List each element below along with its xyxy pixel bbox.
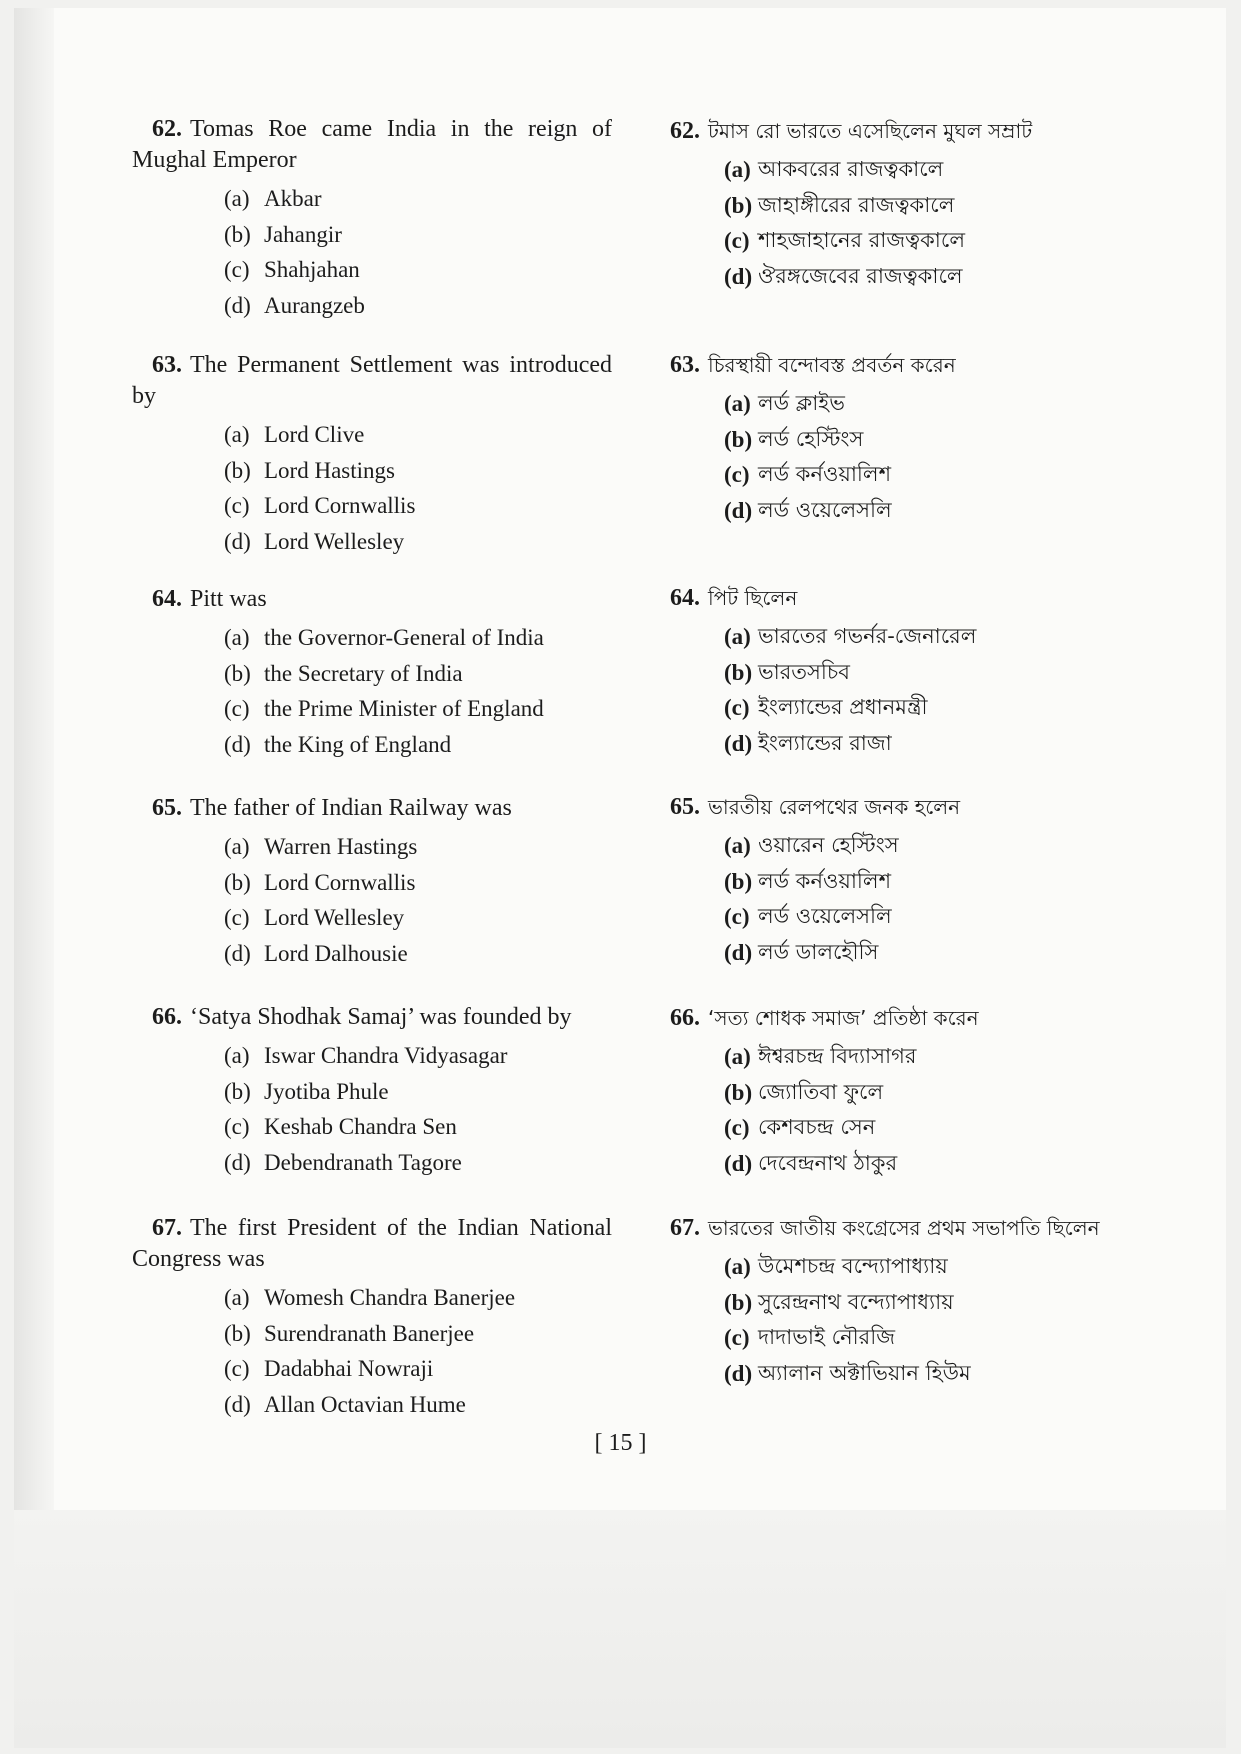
question-number: 62. [152,116,182,142]
option-b: (b) ভারতসচিব [724,659,850,685]
question-text: ভারতীয় রেলপথের জনক হলেন [708,795,961,819]
option-c: (c) Lord Cornwallis [224,493,416,518]
question-text: The father of Indian Railway was [190,795,512,821]
option-c: (c) লর্ড কর্নওয়ালিশ [724,462,892,487]
option-d: (d) Allan Octavian Hume [224,1391,466,1417]
question-65-en [152,793,612,971]
option-c: (c) লর্ড ওয়েলেসলি [724,904,892,929]
option-d: (d) লর্ড ওয়েলেসলি [724,497,892,523]
option-b: (b) Surendranath Banerjee [224,1320,475,1346]
option-a: (a) Womesh Chandra Banerjee [224,1285,516,1310]
question-67-en [132,1213,612,1422]
option-c: (c) Shahjahan [224,257,360,282]
question-number: 67. [670,1215,700,1241]
option-d: (d) ঔরঙ্গজেবের রাজত্বকালে [724,263,963,289]
option-a: (a) Lord Clive [224,422,365,447]
option-b: (b) সুরেন্দ্রনাথ বন্দ্যোপাধ্যায় [724,1289,954,1315]
option-b: (b) Jahangir [224,221,342,247]
option-d: (d) লর্ড ডালহৌসি [724,939,879,965]
option-d: (d) ইংল্যান্ডের রাজা [724,730,892,756]
question-65-bn [670,792,1120,970]
question-66-en [152,1002,612,1180]
option-b: (b) লর্ড হেস্টিংস [724,426,864,452]
option-c: (c) the Prime Minister of England [224,696,544,721]
option-c: (c) Keshab Chandra Sen [224,1114,457,1139]
question-number: 66. [670,1005,700,1031]
question-text: Pitt was [190,586,267,612]
question-text: ‘Satya Shodhak Samaj’ was founded by [190,1004,572,1030]
option-d: (d) Lord Dalhousie [224,940,408,966]
question-62-bn [670,116,1120,294]
question-number: 62. [670,118,700,144]
binding-gutter [14,8,54,1748]
option-a: (a) Iswar Chandra Vidyasagar [224,1043,508,1068]
option-d: (d) Debendranath Tagore [224,1149,462,1175]
question-64-en [152,584,612,762]
question-number: 66. [152,1004,182,1030]
question-62-en [132,114,612,323]
option-b: (b) জ্যোতিবা ফুলে [724,1079,884,1105]
option-b: (b) Lord Cornwallis [224,869,416,895]
question-text: টমাস রো ভারতে এসেছিলেন মুঘল সম্রাট [708,119,1033,143]
question-text: পিট ছিলেন [708,586,798,610]
question-64-bn [670,583,1120,761]
option-a: (a) the Governor-General of India [224,625,544,650]
question-text: ‘সত্য শোধক সমাজ’ প্রতিষ্ঠা করেন [708,1006,979,1030]
question-number: 65. [670,794,700,820]
question-67-bn [670,1213,1120,1391]
option-b: (b) লর্ড কর্নওয়ালিশ [724,868,892,894]
option-b: (b) Lord Hastings [224,457,395,483]
option-c: (c) কেশবচন্দ্র সেন [724,1115,876,1140]
question-text: The Permanent Settlement was introduced by [132,352,612,409]
question-number: 63. [152,352,182,378]
question-number: 63. [670,352,700,378]
question-text: Tomas Roe came India in the reign of Mughal Emperor [132,116,612,173]
question-number: 65. [152,795,182,821]
page-bottom-shade [14,1510,1226,1748]
option-a: (a) উমেশচন্দ্র বন্দ্যোপাধ্যায় [724,1254,948,1279]
option-a: (a) Warren Hastings [224,834,418,859]
question-number: 64. [670,585,700,611]
option-b: (b) Jyotiba Phule [224,1078,389,1104]
question-text: ভারতের জাতীয় কংগ্রেসের প্রথম সভাপতি ছিলেন [708,1216,1100,1240]
option-b: (b) the Secretary of India [224,660,463,686]
option-c: (c) Lord Wellesley [224,905,405,930]
question-number: 67. [152,1215,182,1241]
option-d: (d) অ্যালান অক্টাভিয়ান হিউম [724,1360,971,1386]
question-number: 64. [152,586,182,612]
option-c: (c) দাদাভাই নৌরজি [724,1325,895,1350]
option-d: (d) the King of England [224,731,452,757]
question-63-bn [670,350,1120,528]
option-a: (a) লর্ড ক্লাইভ [724,391,845,416]
option-a: (a) ভারতের গভর্নর-জেনারেল [724,624,977,649]
option-a: (a) আকবরের রাজত্বকালে [724,157,944,182]
option-c: (c) শাহজাহানের রাজত্বকালে [724,228,965,253]
question-63-en [132,350,612,559]
page-number: [ 15 ] [594,1430,647,1456]
option-d: (d) Aurangzeb [224,292,365,318]
option-d: (d) দেবেন্দ্রনাথ ঠাকুর [724,1150,898,1176]
option-a: (a) ওয়ারেন হেস্টিংস [724,833,899,858]
question-text: The first President of the Indian National Congress was [132,1215,612,1272]
option-a: (a) Akbar [224,186,322,211]
option-c: (c) ইংল্যান্ডের প্রধানমন্ত্রী [724,695,928,720]
question-66-bn [670,1003,1120,1181]
question-text: চিরস্থায়ী বন্দোবস্ত প্রবর্তন করেন [708,353,956,377]
option-b: (b) জাহাঙ্গীরের রাজত্বকালে [724,192,955,218]
option-d: (d) Lord Wellesley [224,528,405,554]
option-c: (c) Dadabhai Nowraji [224,1356,434,1381]
option-a: (a) ঈশ্বরচন্দ্র বিদ্যাসাগর [724,1044,917,1069]
